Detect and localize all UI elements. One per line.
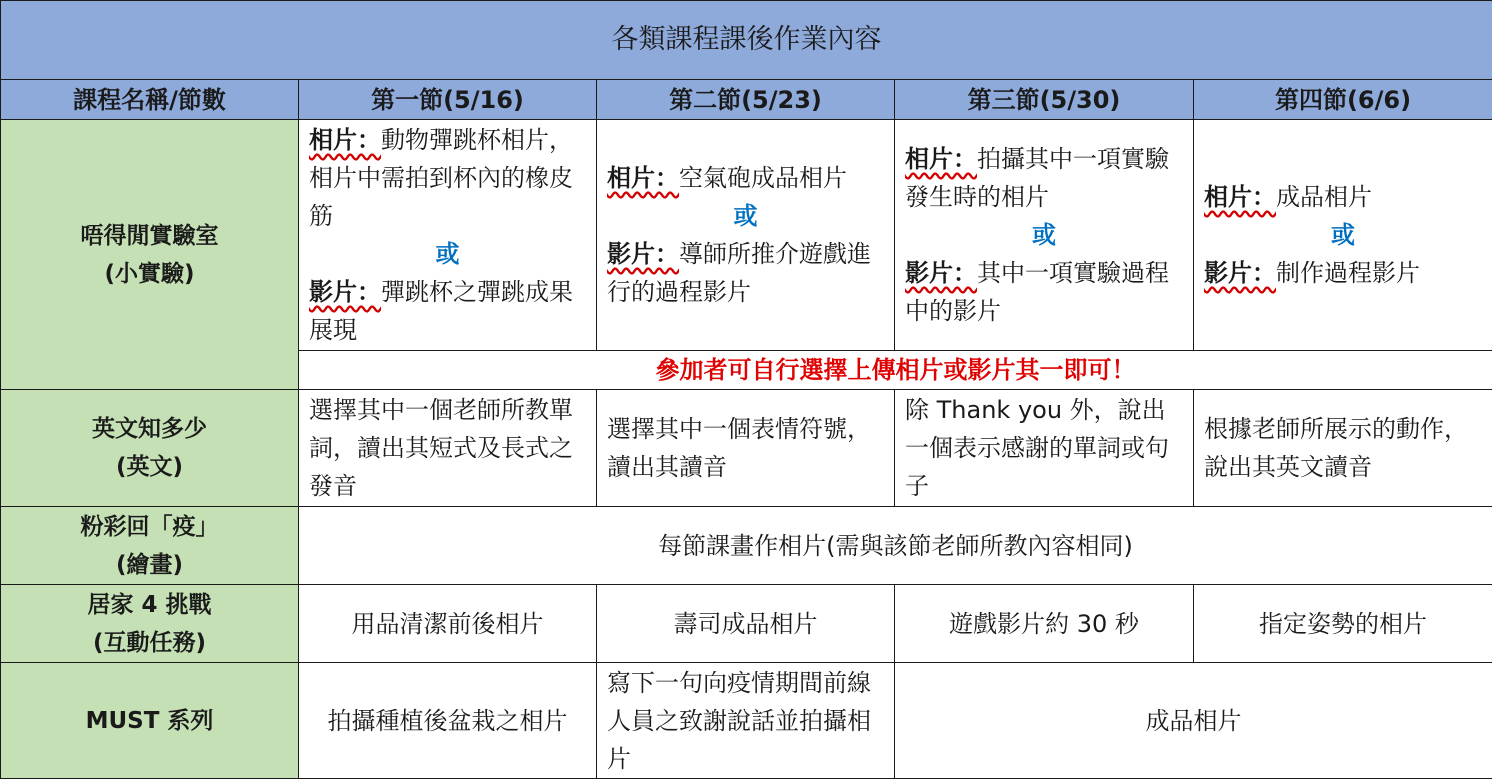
- photo-label: 相片：: [905, 145, 977, 173]
- must-session-2: 寫下一句向疫情期間前線人員之致謝說話並拍攝相片: [597, 663, 895, 779]
- video-label: 影片：: [309, 278, 381, 306]
- course-art: [1, 507, 299, 585]
- lab-s4-photo: [1204, 178, 1482, 216]
- course-lab-sub: (小實驗): [104, 260, 195, 287]
- english-session-4: 根據老師所展示的動作，說出其英文讀音: [1194, 390, 1492, 507]
- lab-s2-photo: [607, 159, 884, 197]
- course-must: [1, 663, 299, 779]
- lab-session-2: [597, 120, 895, 351]
- video-label: 影片：: [1204, 259, 1276, 287]
- art-all-sessions: 每節課畫作相片(需與該節老師所教內容相同): [299, 507, 1492, 585]
- table-row-lab: [1, 120, 1492, 351]
- photo-label: 相片：: [607, 164, 679, 192]
- course-english: [1, 390, 299, 507]
- or-label: 或: [1331, 221, 1356, 249]
- header-row: [1, 80, 1492, 120]
- lab-s2-video-text: 導師所推介遊戲進行的過程影片: [607, 240, 871, 306]
- course-english-sub: (英文): [115, 454, 184, 480]
- table-row-english: [1, 390, 1492, 507]
- photo-label: 相片：: [309, 126, 381, 154]
- or-label: 或: [1032, 221, 1056, 249]
- table-row-art: [1, 507, 1492, 585]
- or-label: 或: [435, 240, 460, 268]
- course-english-name: 英文知多少: [92, 416, 207, 442]
- header-session-2: 第二節(5/23): [597, 80, 895, 120]
- or-label: 或: [733, 202, 758, 230]
- table-row-home: [1, 585, 1492, 663]
- lab-s1-video: [309, 273, 586, 349]
- home-session-1: 用品清潔前後相片: [299, 585, 597, 663]
- home-session-4: 指定姿勢的相片: [1194, 585, 1492, 663]
- home-session-3: 遊戲影片約 30 秒: [895, 585, 1194, 663]
- course-home: [1, 585, 299, 663]
- course-lab-name: 唔得閒實驗室: [80, 222, 219, 249]
- lab-s1-video-text: 彈跳杯之彈跳成果展現: [309, 278, 573, 344]
- english-session-2: 選擇其中一個表情符號，讀出其讀音: [597, 390, 895, 507]
- course-art-sub: (繪畫): [115, 551, 184, 578]
- course-art-name: 粉彩回「疫」: [80, 513, 219, 540]
- lab-s4-video: [1204, 254, 1482, 292]
- home-session-2: 壽司成品相片: [597, 585, 895, 663]
- header-session-1: 第一節(5/16): [299, 80, 597, 120]
- header-session-3: 第三節(5/30): [895, 80, 1194, 120]
- english-session-3: 除 Thank you 外，說出一個表示感謝的單詞或句子: [895, 390, 1194, 507]
- table-title: [1, 1, 1492, 80]
- course-lab: [1, 120, 299, 390]
- lab-s2-video: [607, 235, 884, 311]
- course-home-sub: (互動任務): [92, 629, 207, 656]
- video-label: 影片：: [607, 240, 679, 268]
- video-label: 影片：: [905, 259, 977, 287]
- lab-s1-photo-text: 動物彈跳杯相片，相片中需拍到杯內的橡皮筋: [309, 126, 573, 230]
- title-row: [1, 1, 1492, 80]
- lab-s3-photo-text: 拍攝其中一項實驗發生時的相片: [905, 145, 1169, 211]
- table-row-must: [1, 663, 1492, 779]
- header-session-4: 第四節(6/6): [1194, 80, 1492, 120]
- lab-session-1: [299, 120, 597, 351]
- lab-s2-photo-text: 空氣砲成品相片: [679, 164, 847, 192]
- english-session-1: 選擇其中一個老師所教單詞，讀出其短式及長式之發音: [299, 390, 597, 507]
- lab-session-4: [1194, 120, 1492, 351]
- lab-note: 參加者可自行選擇上傳相片或影片其一即可！: [299, 351, 1492, 390]
- must-session-3-4: 成品相片: [895, 663, 1492, 779]
- table-title-text: 各類課程課後作業內容: [611, 24, 882, 55]
- must-session-1: 拍攝種植後盆栽之相片: [299, 663, 597, 779]
- course-home-name: 居家 4 挑戰: [87, 591, 212, 618]
- lab-s1-photo: [309, 121, 586, 235]
- course-must-name: MUST 系列: [85, 707, 214, 734]
- lab-s4-video-text: 制作過程影片: [1276, 259, 1420, 287]
- lab-s3-photo: [905, 140, 1183, 216]
- lab-session-3: [895, 120, 1194, 351]
- lab-s3-video-text: 其中一項實驗過程中的影片: [905, 259, 1169, 325]
- photo-label: 相片：: [1204, 183, 1276, 211]
- header-course: 課程名稱/節數: [1, 80, 299, 120]
- lab-s4-photo-text: 成品相片: [1276, 183, 1372, 211]
- lab-s3-video: [905, 254, 1183, 330]
